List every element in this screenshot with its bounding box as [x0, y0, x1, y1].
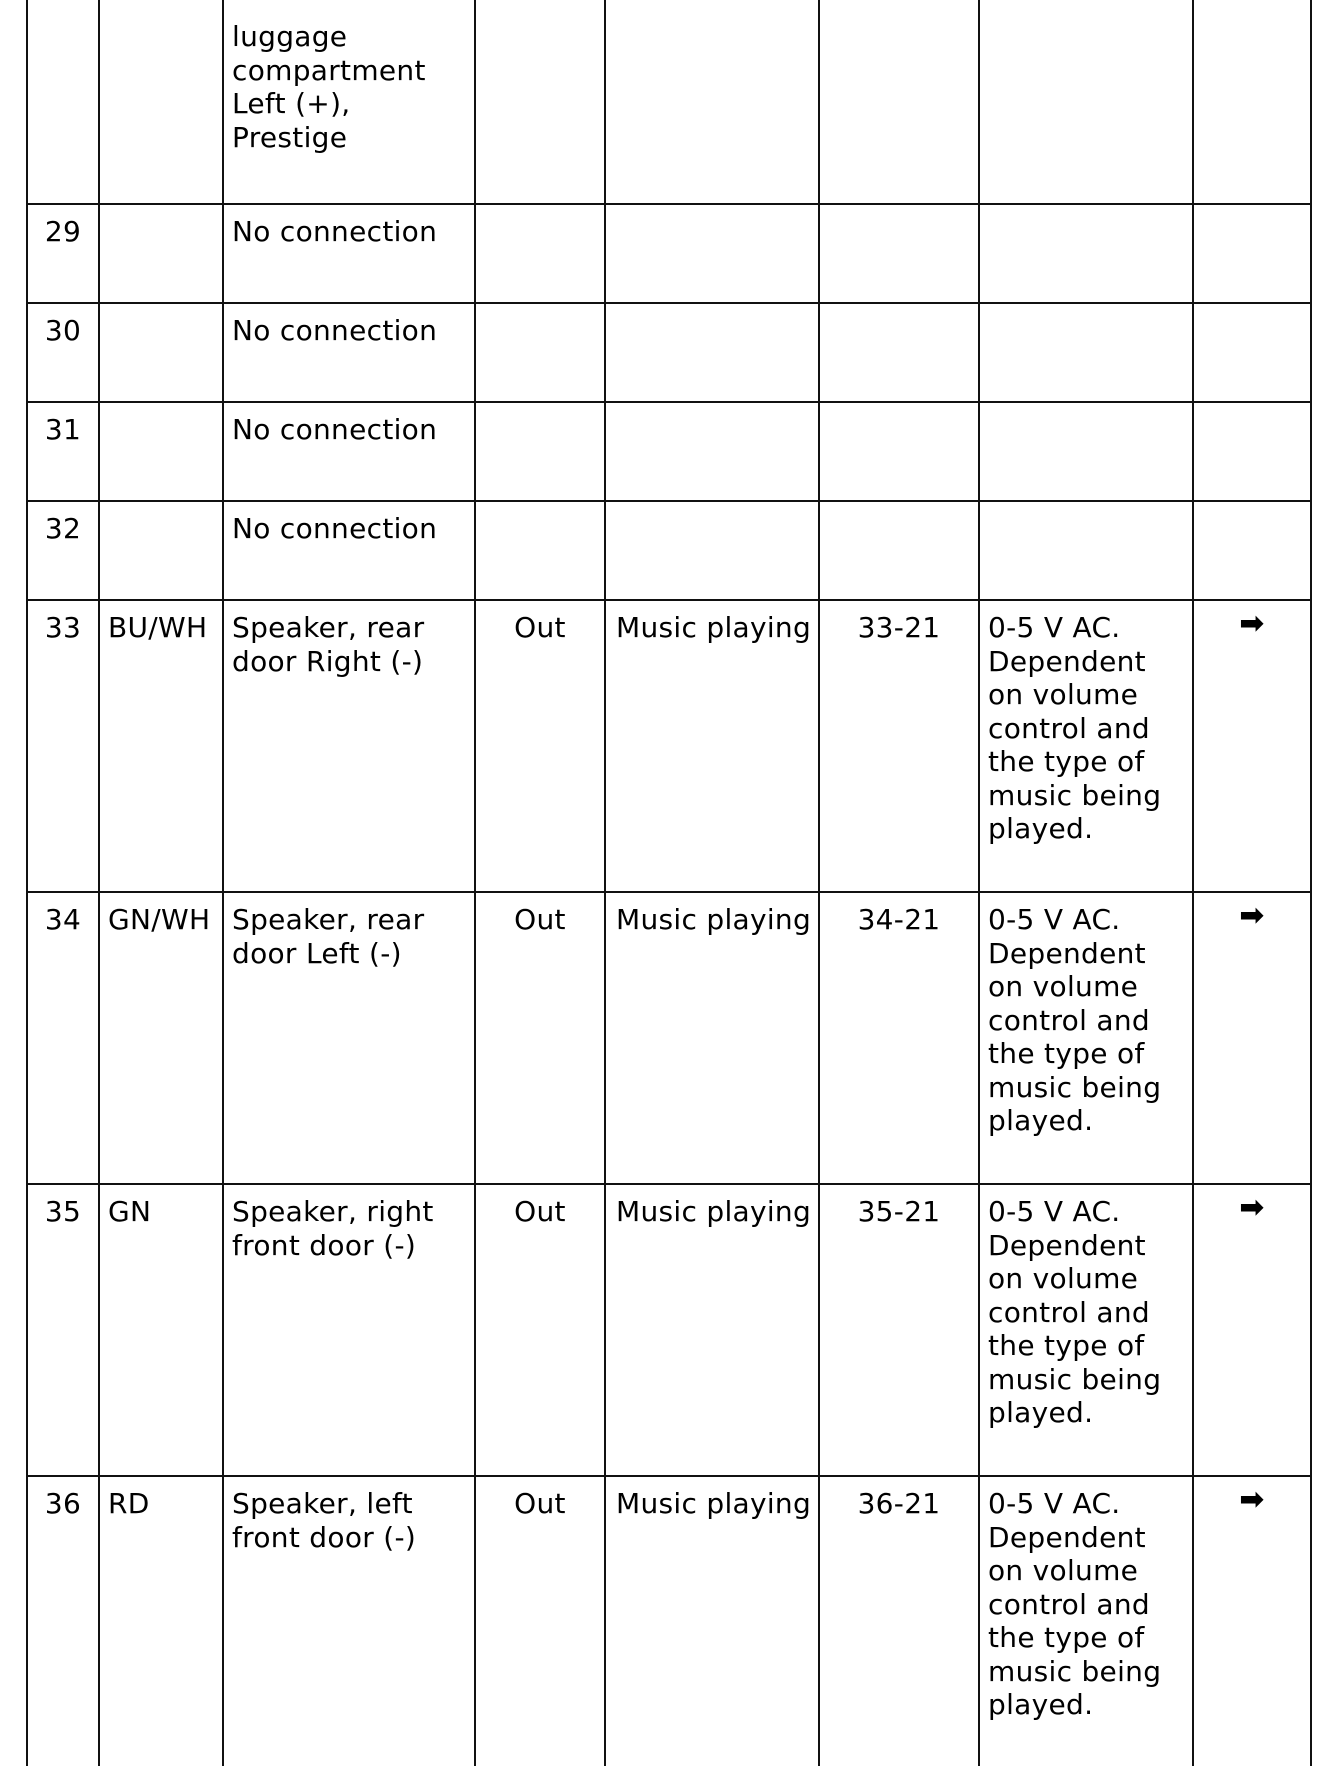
- value-cell: 0-5 V AC. Dependent on volume control and the type of music being played.: [979, 1476, 1193, 1766]
- value-cell: [979, 303, 1193, 402]
- direction-cell: Out: [475, 1184, 605, 1476]
- pin-cell: 32: [27, 501, 99, 600]
- arrow-right-icon[interactable]: ➡: [1239, 898, 1265, 933]
- table-row: [27, 892, 1311, 1184]
- description-cell: No connection: [223, 303, 475, 402]
- arrow-right-icon[interactable]: ➡: [1239, 1482, 1265, 1517]
- value-cell: [979, 501, 1193, 600]
- measure-point-cell: 34-21: [819, 892, 979, 1184]
- condition-cell: Music playing: [605, 1184, 819, 1476]
- direction-cell: [475, 402, 605, 501]
- direction-cell: Out: [475, 600, 605, 892]
- direction-cell: [475, 303, 605, 402]
- condition-cell: Music playing: [605, 600, 819, 892]
- direction-cell: [475, 0, 605, 204]
- value-cell: 0-5 V AC. Dependent on volume control and the type of music being played.: [979, 892, 1193, 1184]
- wire-color-cell: [99, 501, 223, 600]
- measure-point-cell: [819, 303, 979, 402]
- pin-cell: 34: [27, 892, 99, 1184]
- link-cell: [1193, 0, 1311, 204]
- direction-cell: Out: [475, 892, 605, 1184]
- table-row: [27, 501, 1311, 600]
- description-cell: No connection: [223, 501, 475, 600]
- measure-point-cell: 35-21: [819, 1184, 979, 1476]
- pin-cell: 33: [27, 600, 99, 892]
- link-cell: [1193, 402, 1311, 501]
- description-cell: Speaker, left front door (-): [223, 1476, 475, 1766]
- measure-point-cell: 33-21: [819, 600, 979, 892]
- direction-cell: [475, 204, 605, 303]
- condition-cell: [605, 204, 819, 303]
- table-row: [27, 1184, 1311, 1476]
- direction-cell: [475, 501, 605, 600]
- measure-point-cell: [819, 402, 979, 501]
- value-cell: 0-5 V AC. Dependent on volume control and the type of music being played.: [979, 1184, 1193, 1476]
- description-cell: No connection: [223, 204, 475, 303]
- wire-color-cell: [99, 303, 223, 402]
- value-cell: [979, 204, 1193, 303]
- table-row: [27, 402, 1311, 501]
- value-cell: [979, 402, 1193, 501]
- pin-cell: 29: [27, 204, 99, 303]
- wire-color-cell: GN: [99, 1184, 223, 1476]
- condition-cell: Music playing: [605, 1476, 819, 1766]
- link-cell: [1193, 303, 1311, 402]
- wire-color-cell: [99, 0, 223, 204]
- value-cell: [979, 0, 1193, 204]
- description-cell: No connection: [223, 402, 475, 501]
- condition-cell: [605, 303, 819, 402]
- link-cell: [1193, 892, 1311, 1184]
- arrow-right-icon[interactable]: ➡: [1239, 606, 1265, 641]
- description-cell: Speaker, right front door (-): [223, 1184, 475, 1476]
- table-row: [27, 204, 1311, 303]
- value-cell: 0-5 V AC. Dependent on volume control and the type of music being played.: [979, 600, 1193, 892]
- measure-point-cell: 36-21: [819, 1476, 979, 1766]
- pin-cell: 35: [27, 1184, 99, 1476]
- table-row: [27, 1476, 1311, 1766]
- wire-color-cell: [99, 204, 223, 303]
- description-cell: Speaker, rear door Left (-): [223, 892, 475, 1184]
- link-cell: [1193, 600, 1311, 892]
- table-row: [27, 0, 1311, 204]
- table-row: [27, 600, 1311, 892]
- measure-point-cell: [819, 501, 979, 600]
- table-row: [27, 303, 1311, 402]
- measure-point-cell: [819, 0, 979, 204]
- link-cell: [1193, 501, 1311, 600]
- measure-point-cell: [819, 204, 979, 303]
- link-cell: [1193, 1476, 1311, 1766]
- pin-cell: 31: [27, 402, 99, 501]
- wire-color-cell: RD: [99, 1476, 223, 1766]
- wire-color-cell: BU/WH: [99, 600, 223, 892]
- description-cell: luggage compartment Left (+), Prestige: [223, 0, 475, 204]
- condition-cell: [605, 0, 819, 204]
- direction-cell: Out: [475, 1476, 605, 1766]
- link-cell: [1193, 1184, 1311, 1476]
- condition-cell: [605, 402, 819, 501]
- wire-color-cell: GN/WH: [99, 892, 223, 1184]
- pin-cell: 36: [27, 1476, 99, 1766]
- pin-cell: 30: [27, 303, 99, 402]
- pin-table: [26, 0, 1312, 1766]
- description-cell: Speaker, rear door Right (-): [223, 600, 475, 892]
- wire-color-cell: [99, 402, 223, 501]
- pin-cell: [27, 0, 99, 204]
- condition-cell: [605, 501, 819, 600]
- condition-cell: Music playing: [605, 892, 819, 1184]
- link-cell: [1193, 204, 1311, 303]
- arrow-right-icon[interactable]: ➡: [1239, 1190, 1265, 1225]
